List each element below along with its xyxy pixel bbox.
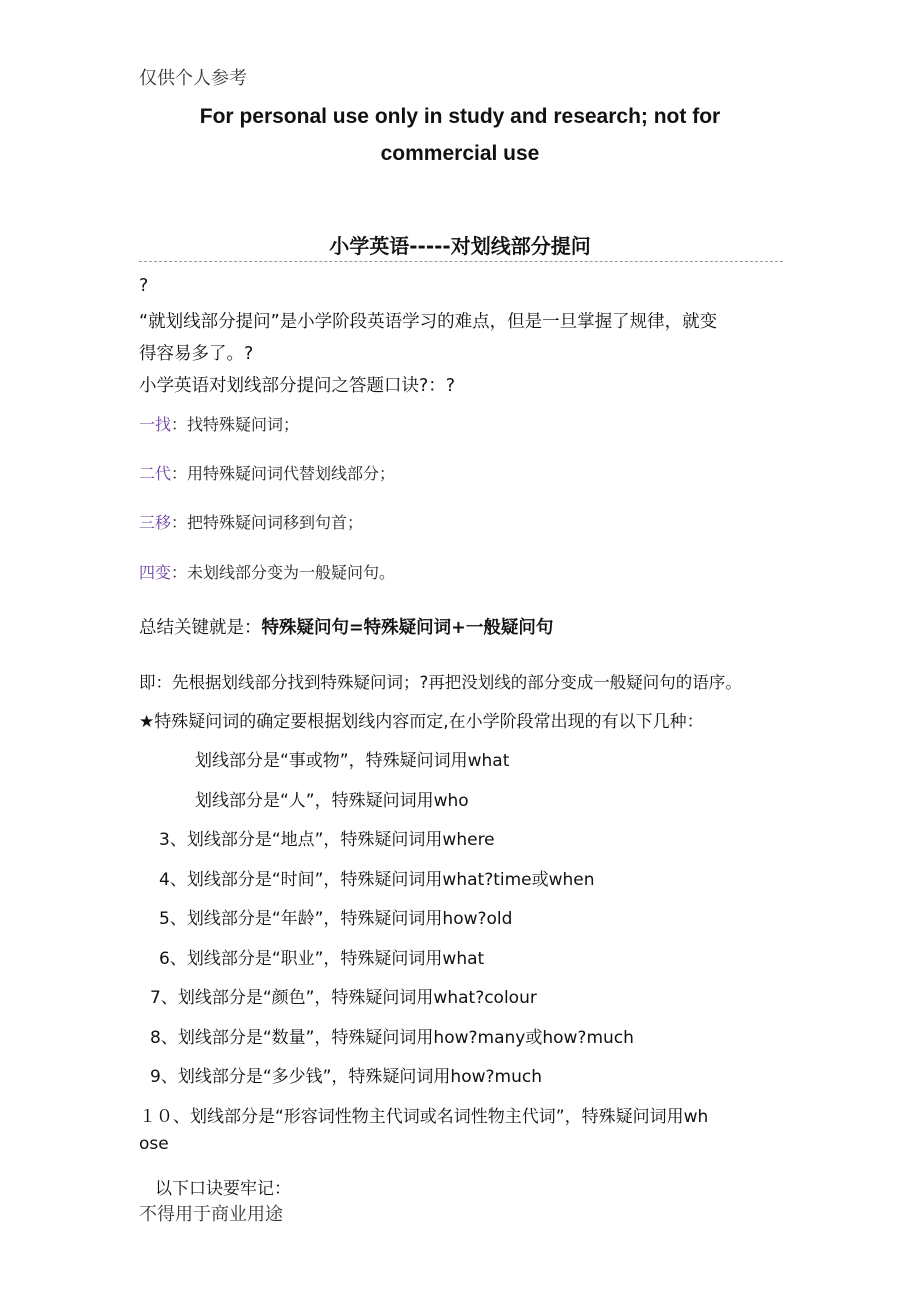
step-1 <box>139 412 299 435</box>
step-1-sep: ： <box>171 415 188 434</box>
list-item-8: 8、划线部分是“数量”，特殊疑问词用how?many或how?much <box>150 1028 634 1048</box>
list-item-5: 5、划线部分是“年龄”，特殊疑问词用how?old <box>159 909 513 929</box>
star-line: ★特殊疑问词的确定要根据划线内容而定,在小学阶段常出现的有以下几种： <box>139 712 704 732</box>
intro-question-mark: ? <box>139 276 149 296</box>
step-2-key: 二代 <box>139 464 172 483</box>
step-3-text: 把特殊疑问词移到句首； <box>187 513 364 532</box>
step-1-text: 找特殊疑问词； <box>187 415 300 434</box>
banner-line-2: commercial use <box>380 142 540 165</box>
step-4 <box>139 560 395 583</box>
step-4-text: 未划线部分变为一般疑问句。 <box>187 563 396 582</box>
list-item-10-cont: ose <box>139 1134 169 1154</box>
list-item-10: １０、划线部分是“形容词性物主代词或名词性物主代词”，特殊疑问词用wh <box>139 1107 709 1127</box>
list-item-2: 划线部分是“人”，特殊疑问词用who <box>195 791 469 811</box>
banner-line-1: For personal use only in study and research; not for <box>199 105 721 128</box>
explain-line: 即：先根据划线部分找到特殊疑问词；?再把没划线的部分变成一般疑问句的语序。 <box>139 673 742 692</box>
footer-notice: 不得用于商业用途 <box>139 1204 283 1225</box>
list-item-6: 6、划线部分是“职业”，特殊疑问词用what <box>159 949 485 969</box>
step-3-key: 三移 <box>139 513 172 532</box>
step-1-key: 一找 <box>139 415 172 434</box>
list-item-1: 划线部分是“事或物”，特殊疑问词用what <box>195 751 510 771</box>
list-item-3: 3、划线部分是“地点”，特殊疑问词用where <box>159 830 495 850</box>
summary-label: 总结关键就是： <box>139 618 262 638</box>
page-title: 小学英语-----对划线部分提问 <box>329 234 591 258</box>
step-3-sep: ： <box>171 513 188 532</box>
list-item-7: 7、划线部分是“颜色”，特殊疑问词用what?colour <box>150 988 537 1008</box>
step-3 <box>139 510 363 533</box>
summary-line <box>139 614 553 639</box>
list-item-4: 4、划线部分是“时间”，特殊疑问词用what?time或when <box>159 870 595 890</box>
step-2 <box>139 461 395 484</box>
mnemonic-intro: 以下口诀要牢记： <box>155 1179 291 1199</box>
intro-line-1: “就划线部分提问”是小学阶段英语学习的难点，但是一旦掌握了规律，就变 <box>139 312 718 332</box>
step-4-sep: ： <box>171 563 188 582</box>
step-2-text: 用特殊疑问词代替划线部分； <box>187 464 396 483</box>
list-item-9: 9、划线部分是“多少钱”，特殊疑问词用how?much <box>150 1067 542 1087</box>
header-notice: 仅供个人参考 <box>139 68 247 89</box>
step-4-key: 四变 <box>139 563 172 582</box>
intro-line-3: 小学英语对划线部分提问之答题口诀?：? <box>139 376 456 396</box>
intro-line-2: 得容易多了。? <box>139 344 254 364</box>
step-2-sep: ： <box>171 464 188 483</box>
title-divider <box>139 261 783 262</box>
summary-formula: 特殊疑问句=特殊疑问词+一般疑问句 <box>261 618 554 638</box>
